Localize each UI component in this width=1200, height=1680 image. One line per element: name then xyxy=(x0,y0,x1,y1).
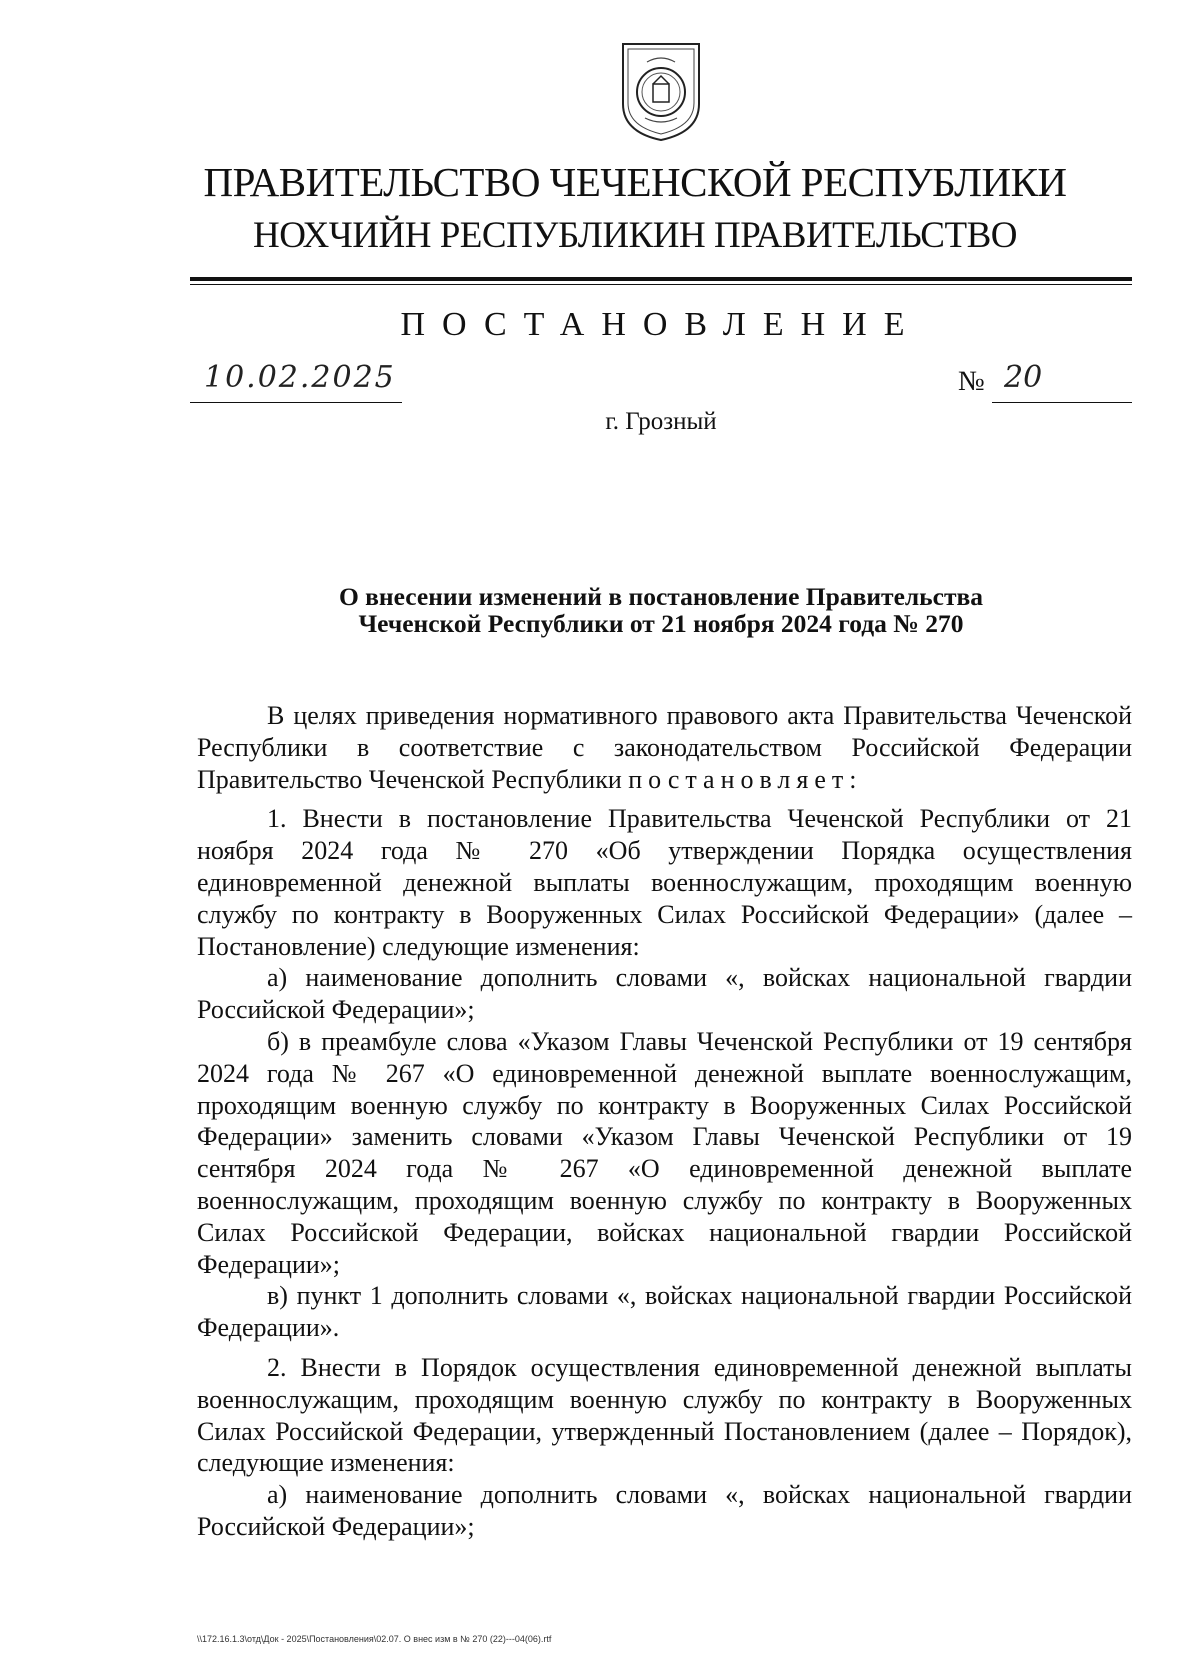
clause-2: 2. Внести в Порядок осуществления единовременной денежной выплаты военнослужащим, проходящим военную службу по контракту в Вооруженных Силах Российской Федерации, утвержденный Постановлением (далее – Порядок), следующие изменения: xyxy=(197,1352,1132,1478)
subject-line-1: О внесении изменений в постановление Правительства xyxy=(338,582,984,611)
date-field xyxy=(190,360,402,403)
government-title: ПРАВИТЕЛЬСТВО ЧЕЧЕНСКОЙ РЕСПУБЛИКИ xyxy=(203,159,1067,205)
subject-line-2: Чеченской Республики от 21 ноября 2024 года № 270 xyxy=(358,609,964,638)
city: г. Грозный xyxy=(605,408,717,435)
clause-2-a: а) наименование дополнить словами «, войсках национальной гвардии Российской Федерации»; xyxy=(197,1480,1132,1541)
handwritten-date: 10.02.2025 xyxy=(204,360,396,395)
government-title-chechen: НОХЧИЙН РЕСПУБЛИКИН ПРАВИТЕЛЬСТВО xyxy=(252,215,1017,256)
document-body xyxy=(197,700,1132,1543)
decree-word: постановляет: xyxy=(628,764,863,794)
file-path-footer: \\172.16.1.3\отд\Док - 2025\Постановления\02.07. О внес изм в № 270 (22)---04(06).rtf xyxy=(197,1634,552,1644)
document-type: ПОСТАНОВЛЕНИЕ xyxy=(400,306,922,343)
coat-of-arms-icon xyxy=(617,40,705,144)
header-divider-thin xyxy=(190,284,1132,285)
clause-1-b: б) в преамбуле слова «Указом Главы Чеченской Республики от 19 сентября 2024 года № 267 «О единовременной денежной выплате военнослужащим, проходящим военную службу по контракту в Вооруженных Силах Российской Федерации» заменить словами «Указом Главы Чеченской Республики от 19 сентября 2024 года № 267 «О единовременной денежной выплате военнослужащим, проходящим военную службу по контракту в Вооруженных Силах Российской Федерации, войсках национальной гвардии Российской Федерации»; xyxy=(197,1026,1132,1279)
preamble-paragraph xyxy=(197,700,1132,795)
number-field xyxy=(992,360,1132,403)
document-subject xyxy=(190,583,1132,637)
clause-1-a: а) наименование дополнить словами «, войсках национальной гвардии Российской Федерации»; xyxy=(197,963,1132,1025)
clause-1: 1. Внести в постановление Правительства Чеченской Республики от 21 ноября 2024 года № 270 «Об утверждении Порядка осуществления единовременной денежной выплаты военнослужащим, проходящим военную службу по контракту в Вооруженных Силах Российской Федерации» (далее – Постановление) следующие изменения: xyxy=(197,804,1132,961)
clause-1-c: в) пункт 1 дополнить словами «, войсках национальной гвардии Российской Федерации». xyxy=(197,1281,1132,1343)
number-label: № xyxy=(958,366,985,397)
handwritten-number: 20 xyxy=(1004,360,1043,395)
preamble-text: В целях приведения нормативного правового акта Правительства Чеченской Республики в соответствие с законодательством Российской Федерации Правительство Чеченской Республики xyxy=(197,701,1132,794)
header-divider-thick xyxy=(190,277,1132,281)
